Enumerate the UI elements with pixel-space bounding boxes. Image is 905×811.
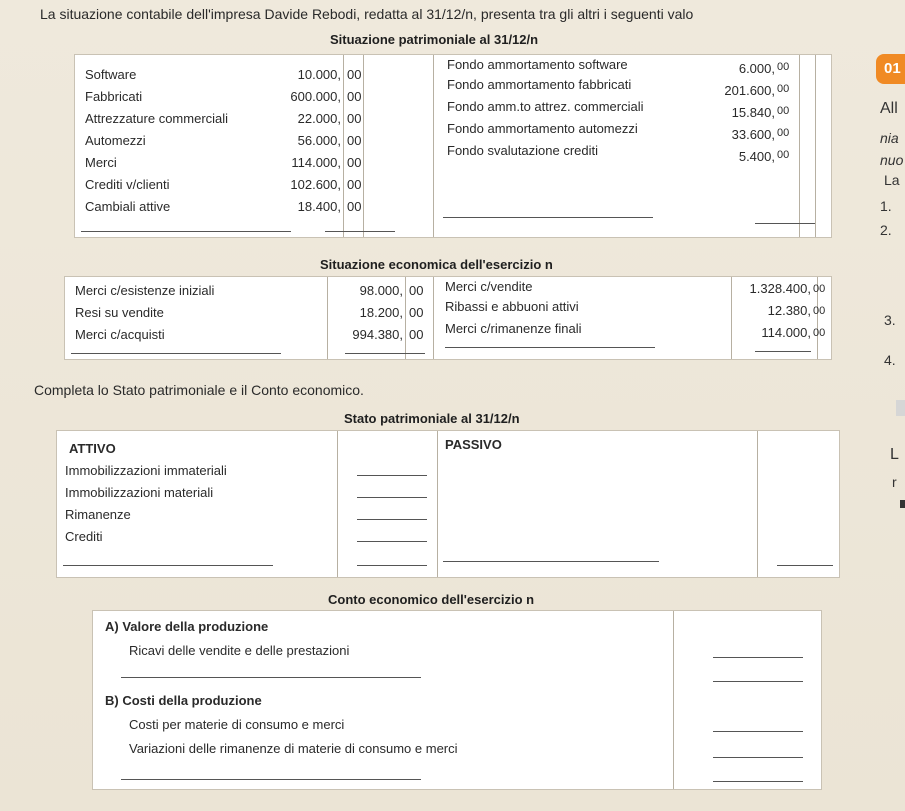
sp-left-label: Fabbricati bbox=[85, 89, 143, 104]
intro-text: La situazione contabile dell'impresa Davide Rebodi, redatta al 31/12/n, presenta tra gli altri i seguenti valo bbox=[40, 6, 694, 22]
side-text: 2. bbox=[880, 222, 892, 238]
answer-line[interactable] bbox=[713, 657, 803, 658]
se-right-cents: 00 bbox=[813, 283, 826, 295]
attivo-header: ATTIVO bbox=[69, 441, 116, 456]
sp-left-cents: 00 bbox=[347, 89, 362, 104]
answer-line[interactable] bbox=[357, 541, 427, 542]
sp-left-value: 102.600, bbox=[290, 177, 341, 192]
answer-line[interactable] bbox=[357, 475, 427, 476]
sp-left-cents: 00 bbox=[347, 111, 362, 126]
side-text: All bbox=[880, 100, 898, 117]
sp-left-cents: 00 bbox=[347, 155, 362, 170]
sp-right-label: Fondo ammortamento software bbox=[447, 57, 628, 72]
ce-b-header: B) Costi della produzione bbox=[105, 693, 262, 708]
answer-line[interactable] bbox=[357, 519, 427, 520]
answer-line[interactable] bbox=[713, 781, 803, 782]
attivo-item: Rimanenze bbox=[65, 507, 131, 522]
sp-right-label: Fondo ammortamento fabbricati bbox=[447, 77, 632, 92]
answer-line[interactable] bbox=[443, 561, 659, 562]
answer-line[interactable] bbox=[63, 565, 273, 566]
sp-left-value: 56.000, bbox=[297, 133, 341, 148]
se-right-value: 12.380, bbox=[767, 303, 811, 318]
sp-left-label: Cambiali attive bbox=[85, 199, 171, 214]
exercise-badge: 01 bbox=[876, 54, 905, 84]
se-left-value: 98.000, bbox=[359, 283, 403, 298]
ce-table bbox=[92, 610, 822, 790]
attivo-item: Immobilizzazioni materiali bbox=[65, 485, 214, 500]
sp-right-value: 201.600, bbox=[724, 83, 775, 98]
sp-right-cents: 00 bbox=[777, 127, 790, 139]
se-left-value: 18.200, bbox=[359, 305, 403, 320]
answer-line[interactable] bbox=[121, 779, 421, 780]
answer-line[interactable] bbox=[357, 565, 427, 566]
page-tab-decoration bbox=[896, 400, 905, 416]
answer-line[interactable] bbox=[713, 731, 803, 732]
sp-left-value: 22.000, bbox=[297, 111, 341, 126]
passivo-header: PASSIVO bbox=[445, 437, 502, 452]
se-left-label: Merci c/esistenze iniziali bbox=[75, 283, 215, 298]
side-text: 3. bbox=[884, 312, 896, 328]
se-left-cents: 00 bbox=[409, 327, 424, 342]
sp-right-cents: 00 bbox=[777, 105, 790, 117]
sp-left-label: Merci bbox=[85, 155, 117, 170]
sp-right-cents: 00 bbox=[777, 61, 790, 73]
ce-a-item: Ricavi delle vendite e delle prestazioni bbox=[129, 643, 350, 658]
sp-right-label: Fondo amm.to attrez. commerciali bbox=[447, 99, 644, 114]
side-text: r bbox=[892, 474, 897, 490]
sp-left-label: Crediti v/clienti bbox=[85, 177, 170, 192]
sp-left-cents: 00 bbox=[347, 177, 362, 192]
side-text: La bbox=[884, 172, 900, 188]
sp-table bbox=[74, 54, 832, 238]
answer-line[interactable] bbox=[357, 497, 427, 498]
side-text: 1. bbox=[880, 198, 892, 214]
sp-left-value: 18.400, bbox=[297, 199, 341, 214]
sp-title: Situazione patrimoniale al 31/12/n bbox=[330, 32, 539, 47]
se-left-cents: 00 bbox=[409, 305, 424, 320]
se-left-cents: 00 bbox=[409, 283, 424, 298]
sp-left-value: 600.000, bbox=[290, 89, 341, 104]
se-right-label: Ribassi e abbuoni attivi bbox=[445, 299, 579, 314]
side-text: nia bbox=[880, 130, 899, 146]
answer-line[interactable] bbox=[121, 677, 421, 678]
sp-right-label: Fondo ammortamento automezzi bbox=[447, 121, 638, 136]
se-left-label: Resi su vendite bbox=[75, 305, 164, 320]
se-table bbox=[64, 276, 832, 360]
side-text: nuo bbox=[880, 152, 904, 168]
sp-left-value: 114.000, bbox=[291, 155, 341, 170]
ce-a-header: A) Valore della produzione bbox=[105, 619, 269, 634]
se-right-value: 1.328.400, bbox=[749, 281, 811, 296]
se-right-value: 114.000, bbox=[761, 325, 811, 340]
se-title: Situazione economica dell'esercizio n bbox=[320, 257, 553, 272]
se-left-label: Merci c/acquisti bbox=[75, 327, 165, 342]
sp-left-cents: 00 bbox=[347, 67, 362, 82]
page-mark-decoration bbox=[900, 500, 905, 508]
sp-right-cents: 00 bbox=[777, 149, 790, 161]
ce-b-item: Costi per materie di consumo e merci bbox=[129, 717, 345, 732]
stato-table bbox=[56, 430, 840, 578]
side-text: L bbox=[890, 446, 899, 463]
sp-left-label: Automezzi bbox=[85, 133, 146, 148]
se-left-value: 994.380, bbox=[352, 327, 403, 342]
sp-right-cents: 00 bbox=[777, 83, 790, 95]
sp-left-label: Software bbox=[85, 67, 137, 82]
sp-right-value: 33.600, bbox=[731, 127, 775, 142]
sp-left-cents: 00 bbox=[347, 199, 362, 214]
answer-line[interactable] bbox=[777, 565, 833, 566]
attivo-item: Crediti bbox=[65, 529, 103, 544]
attivo-item: Immobilizzazioni immateriali bbox=[65, 463, 227, 478]
sp-right-value: 15.840, bbox=[731, 105, 775, 120]
ce-title: Conto economico dell'esercizio n bbox=[328, 592, 535, 607]
answer-line[interactable] bbox=[713, 757, 803, 758]
sp-left-value: 10.000, bbox=[297, 67, 341, 82]
se-right-cents: 00 bbox=[813, 305, 826, 317]
stato-title: Stato patrimoniale al 31/12/n bbox=[344, 411, 520, 426]
ce-b-item: Variazioni delle rimanenze di materie di consumo e merci bbox=[129, 741, 458, 756]
sp-left-cents: 00 bbox=[347, 133, 362, 148]
se-right-label: Merci c/vendite bbox=[445, 279, 533, 294]
se-right-label: Merci c/rimanenze finali bbox=[445, 321, 582, 336]
sp-right-label: Fondo svalutazione crediti bbox=[447, 143, 599, 158]
se-right-cents: 00 bbox=[813, 327, 826, 339]
sp-right-value: 6.000, bbox=[738, 61, 775, 76]
sp-left-label: Attrezzature commerciali bbox=[85, 111, 229, 126]
answer-line[interactable] bbox=[713, 681, 803, 682]
sp-right-value: 5.400, bbox=[738, 149, 775, 164]
side-text: 4. bbox=[884, 352, 896, 368]
instruction: Completa lo Stato patrimoniale e il Conto economico. bbox=[34, 382, 364, 398]
